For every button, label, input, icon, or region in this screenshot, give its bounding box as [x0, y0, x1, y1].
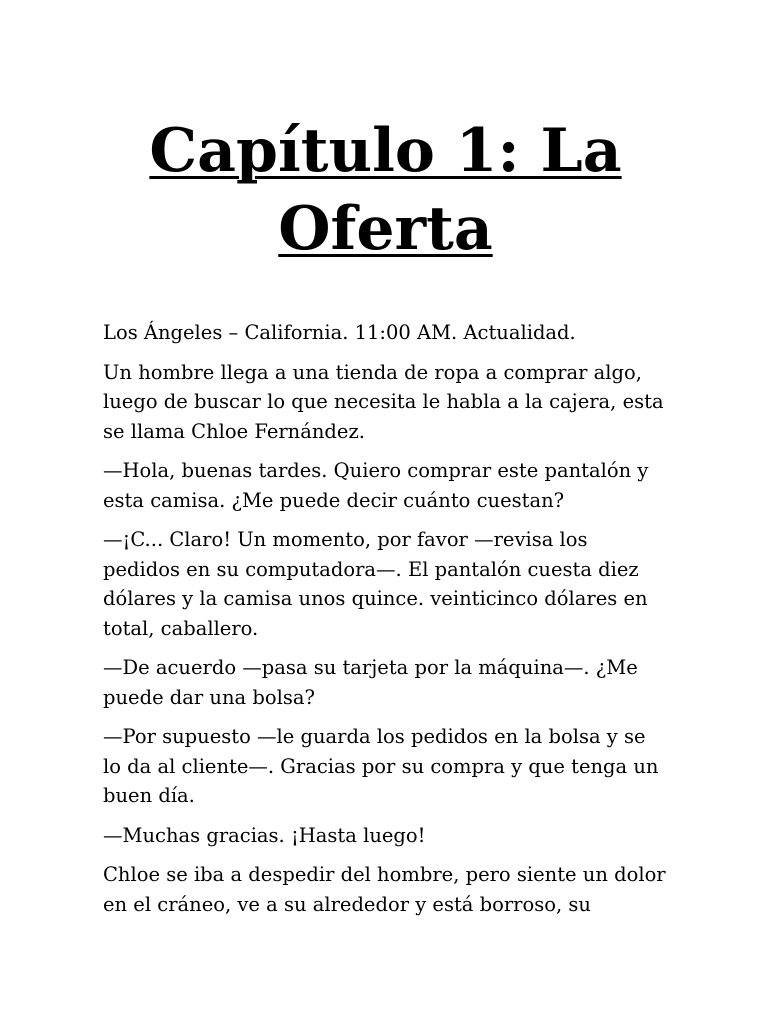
paragraph-intro: Un hombre llega a una tienda de ropa a comprar algo, luego de buscar lo que necesita le habla a la cajera, esta se llama Chloe Fernández. — [103, 360, 664, 443]
paragraph-dialogue-cashier: —¡C... Claro! Un momento, por favor —revisa los pedidos en su computadora—. El pantalón cuesta diez dólares y la camisa unos quince. veinticinco dólares en total, caballero. — [103, 528, 648, 640]
paragraph-dialogue-payment: —De acuerdo —pasa su tarjeta por la máquina—. ¿Me puede dar una bolsa? — [103, 656, 638, 709]
paragraph-dialogue-customer: —Hola, buenas tardes. Quiero comprar este pantalón y esta camisa. ¿Me puede decir cuánto cuestan? — [103, 459, 649, 512]
paragraph-narration: Chloe se iba a despedir del hombre, pero siente un dolor en el cráneo, ve a su alrededor y está borroso, su — [103, 863, 666, 916]
chapter-body — [103, 318, 668, 919]
paragraph-setting: Los Ángeles – California. 11:00 AM. Actualidad. — [103, 321, 576, 344]
chapter-title: Capítulo 1: La Oferta — [149, 116, 622, 264]
paragraph-dialogue-bag: —Por supuesto —le guarda los pedidos en la bolsa y se lo da al cliente—. Gracias por su compra y que tenga un buen día. — [103, 725, 659, 807]
paragraph-dialogue-farewell: —Muchas gracias. ¡Hasta luego! — [103, 823, 426, 847]
